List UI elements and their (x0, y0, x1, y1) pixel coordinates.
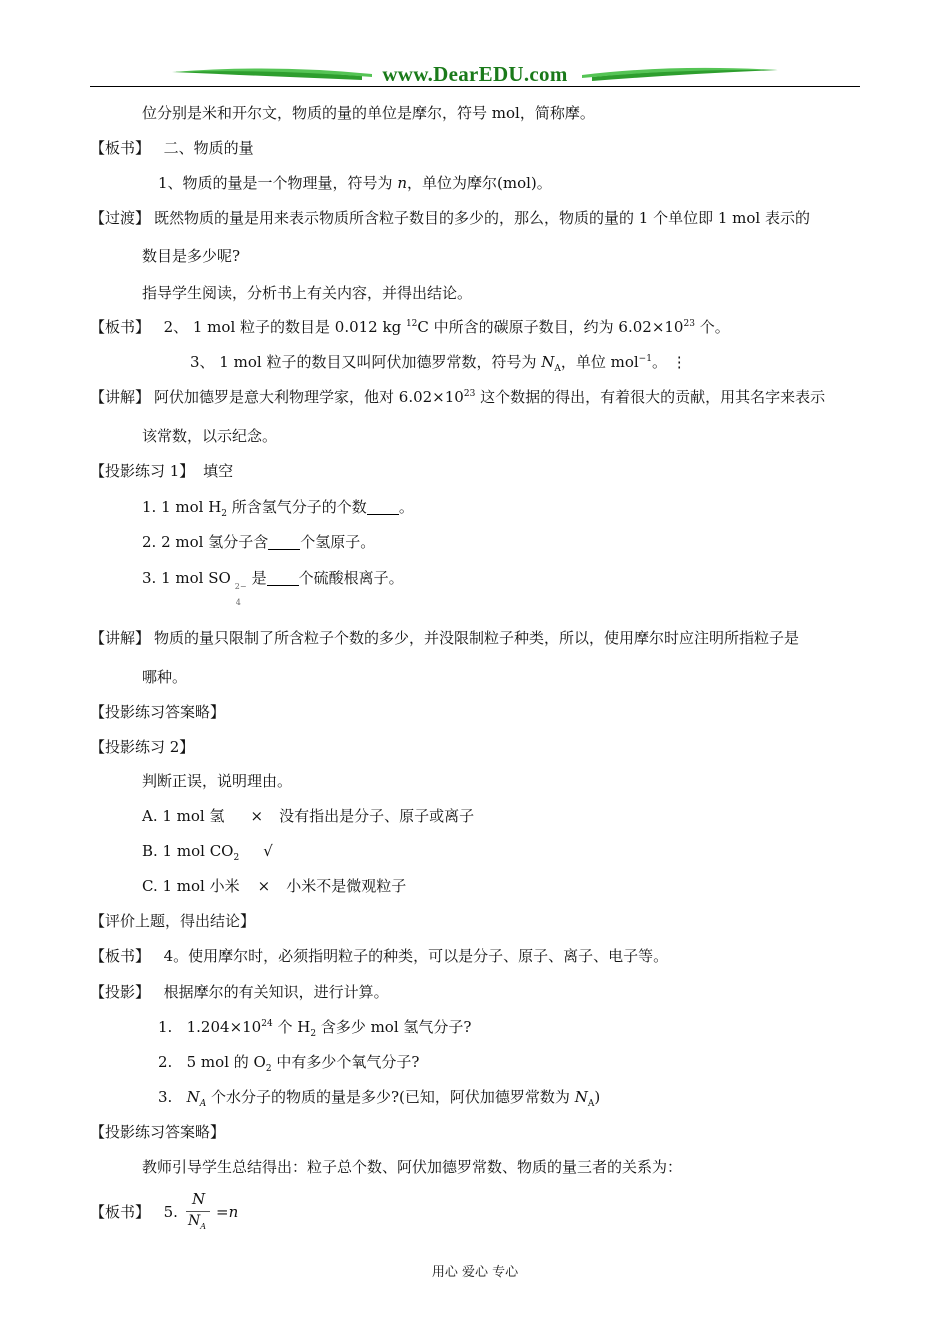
exercise-heading: 【投影练习 2】 (90, 738, 195, 756)
paragraph-line: 指导学生阅读，分析书上有关内容，并得出结论。 (142, 284, 473, 302)
judgement-item-c: C. 1 mol 小米 × 小米不是微观粒子 (142, 877, 407, 895)
exercise-item-3: 3. 1 mol SO 2− 4 是 个硫酸根离子。 (142, 569, 404, 607)
logo-text: www.DearEDU.com (382, 62, 568, 86)
formula-denominator: $N_A$ (188, 1213, 207, 1231)
lecture-paragraph: 【讲解】 物质的量只限制了所含粒子个数的多少，并没限制粒子种类，所以，使用摩尔时应注明所指粒子是 (90, 629, 800, 647)
answer-blank (267, 571, 299, 586)
board-point-4: 【板书】 4。使用摩尔时，必须指明粒子的种类，可以是分子、原子、离子、电子等。 (90, 947, 669, 965)
paragraph-line: 哪种。 (142, 668, 188, 686)
sulfate-charge: 2− 4 (234, 582, 247, 607)
formula-rhs: =n (216, 1203, 239, 1221)
judgement-item-b: B. 1 mol $CO_2$ √ (142, 842, 273, 863)
board-point-1: 1、物质的量是一个物理量，符号为 n，单位为摩尔(mol)。 (158, 174, 552, 192)
board-heading: 【板书】 二、物质的量 (90, 139, 254, 157)
exercise-item-1: 1. 1 mol $H_2$ 所含氢气分子的个数 。 (142, 498, 414, 519)
paragraph-line: 判断正误，说明理由。 (142, 772, 293, 790)
header-rule (90, 86, 860, 87)
fraction-bar (186, 1211, 210, 1212)
page-footer: 用心 爱心 专心 (431, 1265, 519, 1280)
paragraph-line: 该常数，以示纪念。 (142, 427, 278, 445)
projection-heading: 【投影】 根据摩尔的有关知识，进行计算。 (90, 983, 389, 1001)
transition-paragraph: 【过渡】 既然物质的量是用来表示物质所含粒子数目的多少的，那么，物质的量的 1 个单位即 1 mol 表示的 (90, 209, 810, 227)
answer-omitted-heading: 【投影练习答案略】 (90, 703, 226, 721)
evaluation-heading: 【评价上题，得出结论】 (90, 912, 256, 930)
answer-omitted-heading: 【投影练习答案略】 (90, 1123, 226, 1141)
board-point-5: 【板书】 5. (90, 1203, 178, 1221)
judgement-item-a: A. 1 mol 氢 × 没有指出是分子、原子或离子 (142, 807, 475, 825)
lecture-paragraph: 【讲解】 阿伏加德罗是意大利物理学家，他对 $6.02\times 10^{23}$ 这个数据的得出，有着很大的贡献，用其名字来表示 (90, 388, 826, 406)
paragraph-line: 教师引导学生总结得出：粒子总个数、阿伏加德罗常数、物质的量三者的关系为： (142, 1158, 683, 1176)
formula-numerator: N (192, 1190, 206, 1208)
answer-blank (268, 535, 300, 550)
calc-question-2: 2. 5 mol 的 $O_2$ 中有多少个氧气分子? (158, 1053, 420, 1074)
calc-question-1: 1. $1.204\times 10^{24}$ 个 $H_2$ 含多少 mol 氢气分子? (158, 1018, 472, 1039)
paragraph-line: 数目是多少呢? (142, 247, 241, 265)
paragraph-line: 位分别是米和开尔文，物质的量的单位是摩尔，符号 mol，简称摩。 (142, 104, 595, 122)
board-point-3: 3、 1 mol 粒子的数目又叫阿伏加德罗常数，符号为 $N_A$，单位 mol$^{-1}$。 ⋮ (190, 353, 687, 374)
exercise-item-2: 2. 2 mol 氢分子含 个氢原子。 (142, 533, 376, 551)
calc-question-3: 3. $N_A$ 个水分子的物质的量是多少?(已知，阿伏加德罗常数为 $N_A$) (158, 1088, 601, 1109)
answer-blank (367, 500, 399, 515)
board-point-2: 【板书】 2、 1 mol 粒子的数目是 0.012 kg $^{12}$C 中所含的碳原子数目，约为 $6.02\times 10^{23}$ 个。 (90, 318, 730, 336)
exercise-heading: 【投影练习 1】 填空 (90, 462, 234, 480)
